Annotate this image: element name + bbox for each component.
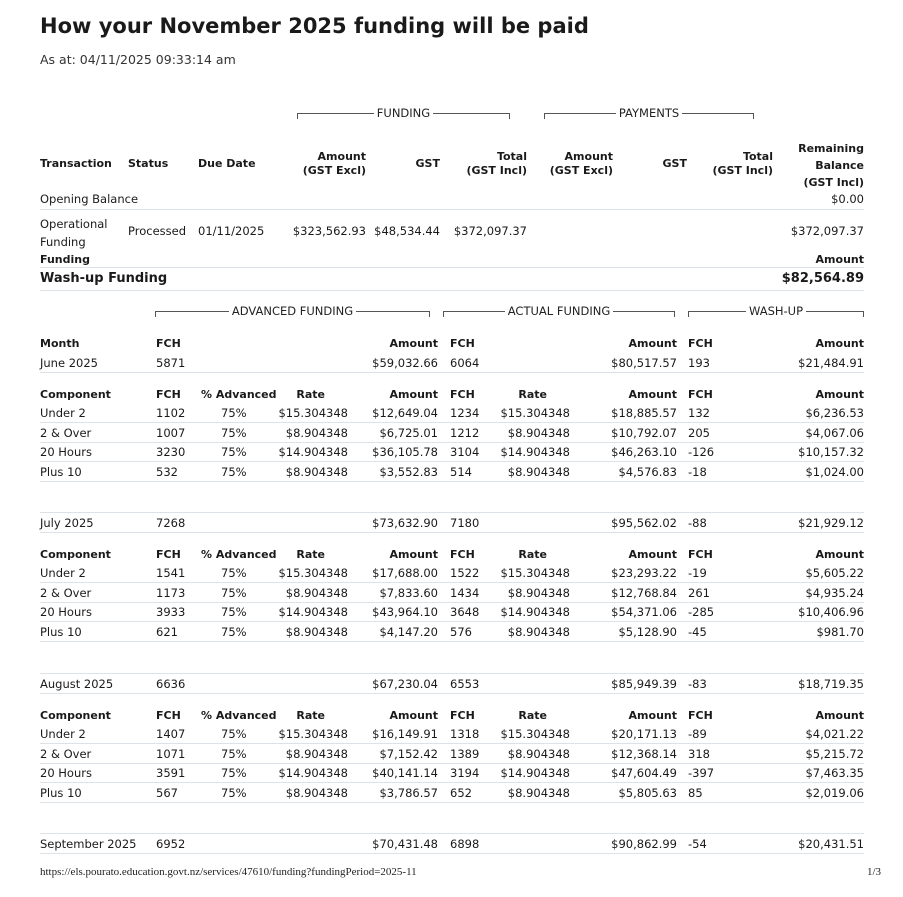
component-wu-fch: 205 — [688, 425, 710, 440]
component-name: Plus 10 — [40, 785, 82, 800]
month-name: September 2025 — [40, 837, 137, 851]
component-wu-amount: $4,935.24 — [805, 585, 864, 600]
component-wu-amount: $6,236.53 — [805, 406, 864, 420]
component-fch-col-header: FCH — [156, 709, 181, 722]
component-act-rate: $8.904348 — [507, 425, 570, 440]
component-wu-amount: $10,157.32 — [798, 445, 864, 459]
component-rate: $8.904348 — [285, 746, 348, 761]
footer-page-number: 1/3 — [866, 866, 881, 878]
component-fch: 1173 — [156, 585, 186, 600]
opening-balance-value: $0.00 — [831, 192, 864, 206]
component-amount-col-header: Amount — [389, 548, 438, 561]
act-amount-col-header: Amount — [628, 337, 677, 350]
component-act-amount: $54,371.06 — [611, 605, 677, 619]
component-wu-amount: $4,067.06 — [805, 425, 864, 440]
opening-balance-label: Opening Balance — [40, 192, 139, 206]
operational-due-date: 01/11/2025 — [198, 224, 265, 238]
component-act-rate: $8.904348 — [507, 624, 570, 639]
component-pct-advanced: 75% — [221, 785, 247, 800]
component-act-fch: 1389 — [450, 746, 480, 761]
operational-remaining: $372,097.37 — [790, 224, 864, 238]
component-rate: $8.904348 — [285, 585, 348, 600]
component-amount: $7,152.42 — [379, 746, 438, 761]
component-rate: $15.304348 — [278, 566, 348, 580]
washup-funding-total: $82,564.89 — [781, 271, 864, 286]
component-wu-fch: -397 — [688, 766, 715, 780]
component-wu-amount: $10,406.96 — [798, 605, 864, 619]
month-act-amount: $90,862.99 — [611, 837, 677, 851]
component-wu-fch: -18 — [688, 464, 707, 479]
month-act-fch: 6898 — [450, 837, 480, 851]
component-act-amount-col-header: Amount — [628, 548, 677, 561]
month-col-header: Month — [40, 337, 80, 350]
component-wu-fch: 261 — [688, 585, 710, 600]
component-act-fch-col-header: FCH — [450, 709, 475, 722]
component-amount-col-header: Amount — [389, 709, 438, 722]
adv-fch-col-header: FCH — [156, 337, 181, 350]
component-rate: $14.904348 — [278, 445, 348, 459]
month-act-amount: $80,517.57 — [611, 356, 677, 370]
col-payment-total: Total (GST Incl) — [712, 150, 773, 177]
component-amount-col-header: Amount — [389, 388, 438, 401]
component-act-rate: $15.304348 — [500, 566, 570, 580]
operational-amount: $323,562.93 — [292, 224, 366, 238]
component-fch: 567 — [156, 785, 178, 800]
col-status: Status — [128, 157, 169, 170]
component-act-amount: $20,171.13 — [611, 727, 677, 741]
component-act-rate-col-header: Rate — [518, 548, 547, 561]
col-remaining-balance: Remaining Balance (GST Incl) — [798, 142, 864, 189]
component-pct-advanced: 75% — [221, 585, 247, 600]
component-wu-amount: $7,463.35 — [805, 766, 864, 780]
component-col-header: Component — [40, 388, 111, 401]
component-wu-amount: $4,021.22 — [805, 727, 864, 741]
month-wu-fch: -54 — [688, 837, 707, 851]
component-pct-col-header: % Advanced — [201, 548, 277, 561]
month-act-fch: 6553 — [450, 677, 480, 691]
component-fch: 621 — [156, 624, 178, 639]
component-fch: 1407 — [156, 727, 186, 741]
month-adv-fch: 5871 — [156, 356, 186, 370]
component-wu-fch-col-header: FCH — [688, 388, 713, 401]
component-act-amount: $23,293.22 — [611, 566, 677, 580]
component-act-amount: $18,885.57 — [611, 406, 677, 420]
component-pct-advanced: 75% — [221, 727, 247, 741]
component-rate: $8.904348 — [285, 425, 348, 440]
component-pct-advanced: 75% — [221, 766, 247, 780]
component-fch: 3933 — [156, 605, 186, 619]
component-col-header: Component — [40, 709, 111, 722]
component-act-amount: $4,576.83 — [618, 464, 677, 479]
month-act-fch: 6064 — [450, 356, 480, 370]
component-amount: $16,149.91 — [372, 727, 438, 741]
col-transaction: Transaction — [40, 157, 112, 170]
component-pct-col-header: % Advanced — [201, 388, 277, 401]
component-act-fch: 1318 — [450, 727, 480, 741]
component-name: 20 Hours — [40, 605, 92, 619]
component-col-header: Component — [40, 548, 111, 561]
component-wu-fch: -19 — [688, 566, 707, 580]
month-adv-amount: $59,032.66 — [372, 356, 438, 370]
component-act-fch: 652 — [450, 785, 472, 800]
component-act-fch: 1212 — [450, 425, 480, 440]
month-act-fch: 7180 — [450, 516, 480, 530]
month-wu-amount: $21,929.12 — [798, 516, 864, 530]
component-act-rate: $8.904348 — [507, 585, 570, 600]
col-funding-total: Total (GST Incl) — [466, 150, 527, 177]
component-wu-fch: 132 — [688, 406, 710, 420]
washup-funding-label: Wash-up Funding — [40, 271, 168, 286]
component-act-amount: $12,368.14 — [611, 746, 677, 761]
month-wu-amount: $18,719.35 — [798, 677, 864, 691]
washup-group-header: WASH-UP — [688, 305, 864, 317]
component-wu-fch: -126 — [688, 445, 715, 459]
component-rate: $8.904348 — [285, 624, 348, 639]
footer-url: https://els.pourato.education.govt.nz/services/47610/funding?fundingPeriod=2025-11 — [40, 866, 417, 878]
component-amount: $43,964.10 — [372, 605, 438, 619]
component-wu-amount: $2,019.06 — [805, 785, 864, 800]
col-funding-amount: Amount (GST Excl) — [302, 150, 366, 177]
component-act-fch: 1522 — [450, 566, 480, 580]
component-rate: $15.304348 — [278, 727, 348, 741]
component-amount: $6,725.01 — [379, 425, 438, 440]
month-name: July 2025 — [40, 516, 94, 530]
component-amount: $12,649.04 — [372, 406, 438, 420]
component-wu-fch-col-header: FCH — [688, 709, 713, 722]
component-wu-amount: $1,024.00 — [805, 464, 864, 479]
component-pct-advanced: 75% — [221, 605, 247, 619]
component-pct-advanced: 75% — [221, 445, 247, 459]
component-name: Under 2 — [40, 566, 86, 580]
operational-funding-label: Operational Funding — [40, 217, 108, 249]
component-fch: 3591 — [156, 766, 186, 780]
as-at-timestamp: As at: 04/11/2025 09:33:14 am — [40, 52, 236, 67]
page-title: How your November 2025 funding will be paid — [40, 14, 589, 38]
component-rate: $14.904348 — [278, 766, 348, 780]
component-fch: 1541 — [156, 566, 186, 580]
advanced-funding-group-header: ADVANCED FUNDING — [155, 305, 430, 317]
col-payment-amount: Amount (GST Excl) — [549, 150, 613, 177]
component-amount: $36,105.78 — [372, 445, 438, 459]
component-pct-advanced: 75% — [221, 624, 247, 639]
month-name: June 2025 — [40, 356, 98, 370]
component-wu-fch: -45 — [688, 624, 707, 639]
component-fch: 1102 — [156, 406, 186, 420]
component-fch: 3230 — [156, 445, 186, 459]
component-wu-fch-col-header: FCH — [688, 548, 713, 561]
month-adv-fch: 7268 — [156, 516, 186, 530]
component-name: Plus 10 — [40, 624, 82, 639]
month-wu-fch: -83 — [688, 677, 707, 691]
component-act-fch: 1234 — [450, 406, 480, 420]
component-wu-amount-col-header: Amount — [815, 388, 864, 401]
component-name: Under 2 — [40, 406, 86, 420]
component-wu-amount-col-header: Amount — [815, 709, 864, 722]
component-name: Under 2 — [40, 727, 86, 741]
component-act-amount: $47,604.49 — [611, 766, 677, 780]
component-rate: $15.304348 — [278, 406, 348, 420]
component-amount: $4,147.20 — [379, 624, 438, 639]
component-name: 20 Hours — [40, 766, 92, 780]
component-fch-col-header: FCH — [156, 548, 181, 561]
component-act-rate: $15.304348 — [500, 727, 570, 741]
component-rate: $8.904348 — [285, 785, 348, 800]
component-act-rate: $14.904348 — [500, 445, 570, 459]
component-act-fch: 3104 — [450, 445, 480, 459]
funding-header-label: Funding — [40, 253, 90, 266]
component-act-amount: $10,792.07 — [611, 425, 677, 440]
month-adv-amount: $67,230.04 — [372, 677, 438, 691]
act-fch-col-header: FCH — [450, 337, 475, 350]
funding-group-header: FUNDING — [297, 107, 510, 119]
wu-amount-col-header: Amount — [815, 337, 864, 350]
component-amount: $40,141.14 — [372, 766, 438, 780]
component-act-rate: $14.904348 — [500, 605, 570, 619]
component-act-fch: 3648 — [450, 605, 480, 619]
component-act-rate: $8.904348 — [507, 785, 570, 800]
funding-header-amount: Amount — [815, 253, 864, 266]
component-wu-fch: 318 — [688, 746, 710, 761]
component-name: 2 & Over — [40, 746, 92, 761]
component-fch: 1007 — [156, 425, 186, 440]
component-act-amount: $12,768.84 — [611, 585, 677, 600]
month-adv-fch: 6952 — [156, 837, 186, 851]
month-adv-amount: $70,431.48 — [372, 837, 438, 851]
component-act-rate-col-header: Rate — [518, 388, 547, 401]
component-act-amount: $5,128.90 — [618, 624, 677, 639]
component-rate-col-header: Rate — [296, 388, 325, 401]
component-amount: $7,833.60 — [379, 585, 438, 600]
component-amount: $17,688.00 — [372, 566, 438, 580]
component-act-rate: $14.904348 — [500, 766, 570, 780]
component-act-fch: 1434 — [450, 585, 480, 600]
component-act-fch-col-header: FCH — [450, 388, 475, 401]
component-act-amount: $46,263.10 — [611, 445, 677, 459]
component-name: 2 & Over — [40, 425, 92, 440]
component-amount: $3,786.57 — [379, 785, 438, 800]
component-pct-advanced: 75% — [221, 406, 247, 420]
month-act-amount: $85,949.39 — [611, 677, 677, 691]
component-name: 2 & Over — [40, 585, 92, 600]
component-rate: $8.904348 — [285, 464, 348, 479]
adv-amount-col-header: Amount — [389, 337, 438, 350]
month-adv-fch: 6636 — [156, 677, 186, 691]
component-name: Plus 10 — [40, 464, 82, 479]
month-wu-fch: 193 — [688, 356, 710, 370]
component-wu-amount: $5,605.22 — [805, 566, 864, 580]
month-wu-amount: $20,431.51 — [798, 837, 864, 851]
component-fch-col-header: FCH — [156, 388, 181, 401]
month-act-amount: $95,562.02 — [611, 516, 677, 530]
component-fch: 1071 — [156, 746, 186, 761]
actual-funding-group-header: ACTUAL FUNDING — [443, 305, 675, 317]
component-rate-col-header: Rate — [296, 709, 325, 722]
component-rate: $14.904348 — [278, 605, 348, 619]
month-name: August 2025 — [40, 677, 114, 691]
component-act-rate-col-header: Rate — [518, 709, 547, 722]
component-wu-fch: -285 — [688, 605, 715, 619]
component-act-rate: $8.904348 — [507, 464, 570, 479]
component-act-fch: 3194 — [450, 766, 480, 780]
component-act-rate: $8.904348 — [507, 746, 570, 761]
component-wu-fch: -89 — [688, 727, 707, 741]
component-act-fch: 514 — [450, 464, 472, 479]
operational-gst: $48,534.44 — [374, 224, 440, 238]
component-act-amount-col-header: Amount — [628, 388, 677, 401]
component-act-amount-col-header: Amount — [628, 709, 677, 722]
payments-group-header: PAYMENTS — [544, 107, 754, 119]
component-pct-advanced: 75% — [221, 566, 247, 580]
col-due-date: Due Date — [198, 157, 256, 170]
col-payment-gst: GST — [662, 157, 687, 170]
component-act-fch-col-header: FCH — [450, 548, 475, 561]
component-wu-fch: 85 — [688, 785, 703, 800]
col-funding-gst: GST — [415, 157, 440, 170]
month-wu-amount: $21,484.91 — [798, 356, 864, 370]
component-pct-advanced: 75% — [221, 425, 247, 440]
component-amount: $3,552.83 — [379, 464, 438, 479]
operational-total: $372,097.37 — [453, 224, 527, 238]
component-pct-advanced: 75% — [221, 464, 247, 479]
operational-status: Processed — [128, 224, 186, 238]
component-name: 20 Hours — [40, 445, 92, 459]
component-pct-col-header: % Advanced — [201, 709, 277, 722]
wu-fch-col-header: FCH — [688, 337, 713, 350]
component-fch: 532 — [156, 464, 178, 479]
component-pct-advanced: 75% — [221, 746, 247, 761]
component-rate-col-header: Rate — [296, 548, 325, 561]
component-act-fch: 576 — [450, 624, 472, 639]
component-wu-amount: $981.70 — [816, 624, 864, 639]
component-wu-amount-col-header: Amount — [815, 548, 864, 561]
component-act-amount: $5,805.63 — [618, 785, 677, 800]
month-adv-amount: $73,632.90 — [372, 516, 438, 530]
component-act-rate: $15.304348 — [500, 406, 570, 420]
month-wu-fch: -88 — [688, 516, 707, 530]
component-wu-amount: $5,215.72 — [805, 746, 864, 761]
